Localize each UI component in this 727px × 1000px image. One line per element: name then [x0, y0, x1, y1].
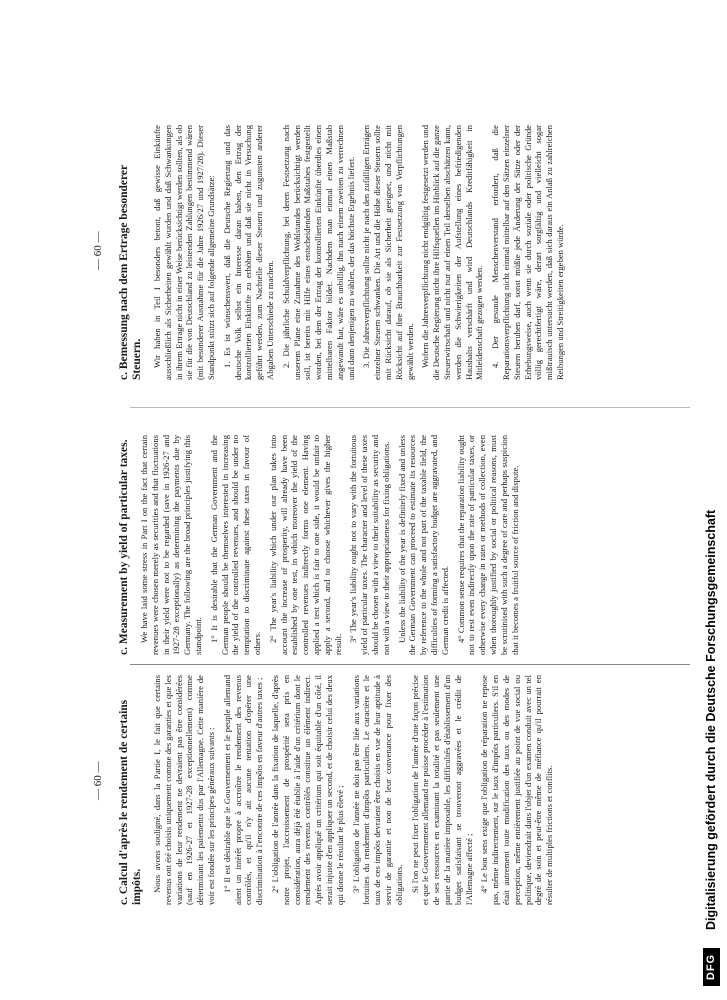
english-paragraph: Unless the liability of the year is definitely fixed and unless the German Government can proceed to estimate its resources by reference to the whole and not part of the taxable field, the difficulties of forming a satisfactory budget are aggravated, and German credit is affected.: [396, 435, 450, 655]
french-paragraph: 1° Il est désirable que le Gouvernement et le peuple allemand aient un intérêt propre à accroître le rendement des revenus contrôlés, et qu'il n'y ait aucune tentation d'opérer une discrimination à l'encontre de ces impôts en faveur d'autres taxes ;: [221, 675, 265, 905]
french-heading: c. Calcul d'après le rendement de certains impôts.: [118, 699, 143, 905]
english-paragraph: 4° Common sense requires that the reparation liability ought not to rest even indirectly upon the rate of particular taxes, or otherwise every change in rates or methods of collection, even when thoroughly justified by social or political reasons, must be scrutinised with such a degree of care and perhaps suspicion that it becomes a fruitful source of friction and dispute.: [455, 435, 520, 655]
french-column: [118, 675, 697, 905]
english-paragraph: 1° It is desirable that the German Government and the German people should be themselves interested in increasing the yield of the controlled revenues, and should be under no temptation to discriminate against these taxes in favour of others.: [208, 435, 262, 655]
funding-banner: [697, 0, 727, 1000]
right-page-number: — 60 —: [92, 231, 104, 270]
german-paragraph: 3. Die Jahresverpflichtung sollte nicht je nach den zufälligen Erträgen einzelner Steuern schwanken. Die Art und die Höhe dieser Steuern sollte mit Rücksicht darauf, ob sie als Sicherheit geeignet, und nicht mit Rücksicht auf ihre Brauchbarkeit zur Festsetzung von Verpflichtungen gewählt werden.: [361, 125, 415, 380]
left-page-number: — 60 —: [92, 761, 104, 800]
german-heading: c. Bemessung nach dem Ertrage besonderer Steuern.: [118, 165, 143, 380]
french-paragraph: Si l'on ne peut fixer l'obligation de l'année d'une façon précise et que le Gouvernement allemand ne puisse procéder à l'estimation de ses ressources en examinant la totalité et pas seulement une partie de la matière imposable, les difficultés d'établissement d'un budget satisfaisant se trouveront aggravées et le crédit de l'Allemagne affecté ;: [409, 675, 474, 905]
funding-banner-text: Digitalisierung gefördert durch die Deutsche Forschungsgemeinschaft: [704, 509, 718, 930]
dfg-logo: DFG: [703, 948, 720, 986]
english-column: [118, 435, 697, 655]
german-paragraph: 2. Die jährliche Schuldverpflichtung, bei deren Festsetzung nach unserem Plane eine Zunahme des Wohlstandes berücksichtigt werden soll, ist bereits mit Hilfe eines entscheidenden Maßstabes festgestellt worden, bei dem der Ertrag der kontrollierten Einkünfte überdies einen mittelbaren Faktor bildet. Nachdem man einmal einen Maßstab angewandt hat, wäre es unbillig, ihn nach einem zweiten zu verrechnen und dann denjenigen zu wählen, der das höchste Ergebnis liefert.: [280, 125, 356, 380]
french-paragraph: 2° L'obligation de l'année dans la fixation de laquelle, d'après notre projet, l'accroissement de prospérité sera pris en considération, aura déjà été établie à l'aide d'un critérium dont le rendement des revenus contrôlés constitue un élément indirect. Après avoir appliqué un critérium qui soit équitable d'un côté, il serait injuste d'en appliquer un second, et de choisir celui des deux qui donne le résultat le plus élevé ;: [269, 675, 345, 905]
french-paragraph: 4° Le bon sens exige que l'obligation de réparation ne repose pas, même indirectement, sur le taux d'impôts particuliers. S'il en était autrement toute modification des taux ou des modes de perception, même entièrement justifiée au point de vue social ou politique, deviendrait dans l'objet d'un examen conduit avec un tel degré de soin et peut-être même de méfiance qu'il pourrait en résulter de multiples frictions et conflits.: [479, 675, 555, 905]
german-column: [118, 125, 697, 380]
german-paragraph: 1. Es ist wünschenswert, daß die Deutsche Regierung und das deutsche Volk selbst ein Interesse daran haben, den Ertrag der kontrollierten Einkünfte zu erhöhen und daß sie nicht in Versuchung geführt werden, zum Nachteile dieser Steuern und zugunsten anderer Abgaben Unterschiede zu machen.: [221, 125, 275, 380]
column-divider: [130, 664, 690, 665]
german-paragraph: Wir haben in Teil I besonders betont, daß gewisse Einkünfte ausschließlich als Sicherheiten gewählt wurden und daß Schwankungen in ihrem Ertrage nicht in einer Weise berücksichtigt werden sollten, als ob sie für die von Deutschland zu leistenden Zahlungen bestimmend wären (mit besonderer Ausnahme für die Jahre 1926/27 und 1927/28). Dieser Standpunkt stützt sich auf folgende allgemeine Grundsätze:: [152, 125, 216, 380]
english-paragraph: We have laid some stress in Part I on the fact that certain revenues were chosen merely as securities and that fluctuations in their yield were not to be regarded (save in 1926-27 and 1927-28 exceptionally) as determining the payments due by Germany. The following are the broad principles justifying this standpoint.: [139, 435, 203, 655]
english-paragraph: 3° The year's liability ought not to vary with the fortuitous yield of particular taxes. The character and level of these taxes should be chosen with a view to their suitability as security and not with a view to their appropriateness for fixing obligations.: [348, 435, 391, 655]
french-paragraph: 3° L'obligation de l'année ne doit pas être liée aux variations fortuites du rendement d'impôts particuliers. Le caractère et le taux de ces impôts devraient être choisis en vue de leur aptitude à servir de garantie et non de leur convenance pour fixer des obligations.: [350, 675, 404, 905]
english-heading: c. Measurement by yield of particular taxes.: [118, 439, 130, 655]
english-paragraph: 2° The year's liability which under our plan takes into account the increase of prosperity, will already have been established by one test, in which moreover the yield of the controlled revenues indirectly forms one element. Having applied a test which is fair to one side, it would be unfair to apply a second, and to choose whichever gives the higher result.: [267, 435, 343, 655]
french-paragraph: Nous avons souligné, dans la Partie I, le fait que certains revenus ont été choisis uniquement comme des garanties et que les variations de leur rendement ne devraient pas être considérées (sauf en 1926-27 et 1927-28 exceptionnellement) comme déterminant les paiements dus par l'Allemagne. Cette manière de voir est fondée sur les principes généraux suivants :: [152, 675, 216, 905]
german-paragraph: 4. Der gesunde Menschenverstand erfordert, daß die Reparationsverpflichtung nicht einmal mittelbar auf den Sätzen einzelner Steuern beruhen darf, sonst müßte jede Änderung der Sätze oder der Erhebungsweise, auch wenn sie durch soziale oder politische Gründe völlig gerechtfertigt wäre, derart sorgfältig und vielleicht sogar mißtrauisch untersucht werden, daß sich daraus ein Anlaß zu zahlreichen Reibungen und Streitigkeiten ergeben würde.: [490, 125, 565, 380]
page-gutter: [130, 407, 690, 408]
german-paragraph: Wofern die Jahresverpflichtung nicht endgültig festgesetzt werden und die Deutsche Regierung nicht ihre Hilfsquellen im Hinblick auf die ganze Steuerwirtschaft und nicht nur auf einen Teil derselben abschätzen kann, werden die Schwierigkeiten der Aufstellung eines befriedigenden Haushalts verschärft und wird Deutschlands Kreditfähigkeit in Mitleidenschaft gezogen werden.: [420, 125, 485, 380]
